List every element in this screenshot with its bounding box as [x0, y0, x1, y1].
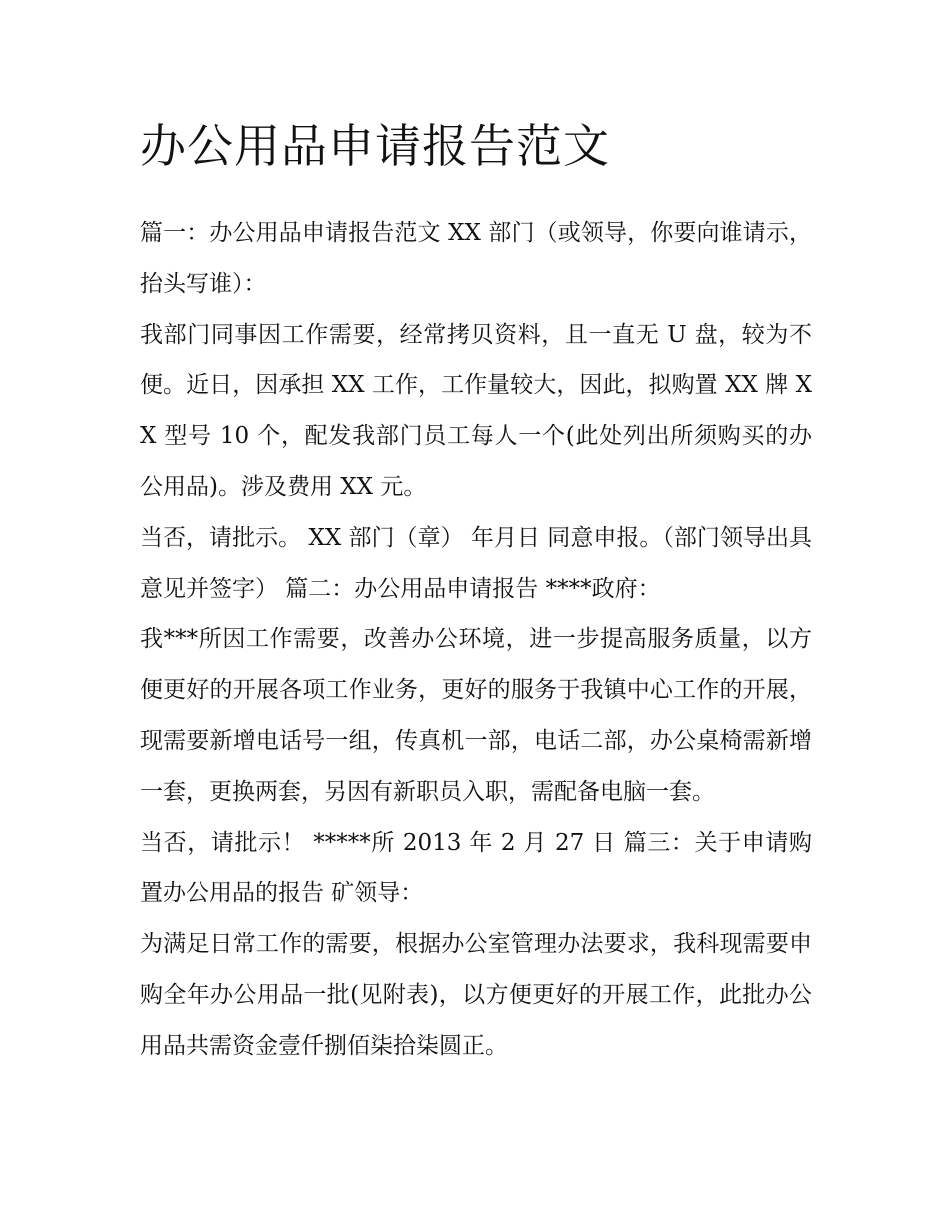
paragraph-approval-section-two-header: 当否，请批示。 XX 部门（章） 年月日 同意申报。（部门领导出具意见并签字） 篇二：办公用品申请报告 ****政府： — [140, 524, 812, 602]
paragraph-section-one-header: 篇一：办公用品申请报告范文 XX 部门（或领导，你要向谁请示，抬头写谁）： — [140, 220, 812, 297]
paragraph-section-three-body: 为满足日常工作的需要，根据办公室管理办法要求，我科现需要申购全年办公用品一批(见附表)，以方便更好的开展工作，此批办公用品共需资金壹仟捌佰柒拾柒圆正。 — [140, 931, 812, 1059]
paragraph-request-body: 我部门同事因工作需要，经常拷贝资料，且一直无 U 盘，较为不便。近日，因承担 XX 工作，工作量较大，因此，拟购置 XX 牌 XX 型号 10 个，配发我部门员工每人一个(此处列出所须购买的办公用品)。涉及费用 XX 元。 — [140, 321, 812, 500]
paragraph-section-two-body: 我***所因工作需要，改善办公环境，进一步提高服务质量，以方便更好的开展各项工作业务，更好的服务于我镇中心工作的开展，现需要新增电话号一组，传真机一部，电话二部，办公桌椅需新增一套，更换两套，另因有新职员入职，需配备电脑一套。 — [140, 626, 812, 805]
document-title: 办公用品申请报告范文 — [140, 119, 610, 173]
document-page — [140, 110, 812, 1072]
paragraph-approval-section-three-header: 当否，请批示！ *****所 2013 年 2 月 27 日 篇三：关于申请购置办公用品的报告 矿领导： — [140, 829, 812, 907]
